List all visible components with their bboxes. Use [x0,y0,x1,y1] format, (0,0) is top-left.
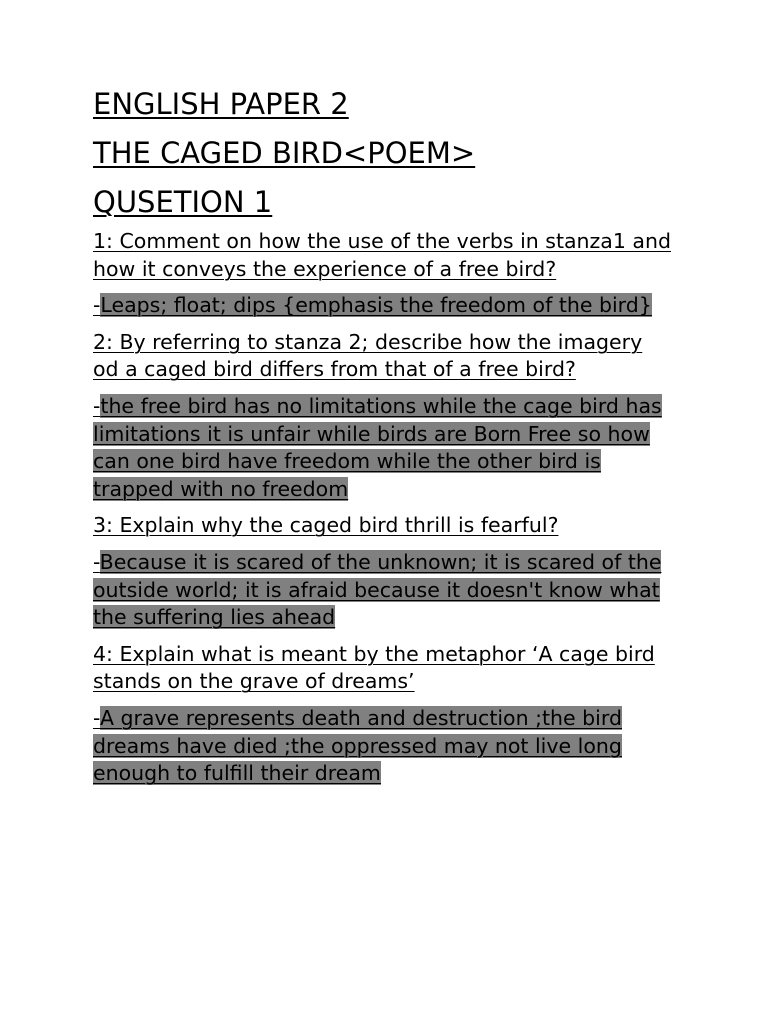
answer-2-highlight: the free bird has no limitations while the cage bird has limitations it is unfair while birds are Born Free so how can one bird have freedom while the other bird is trapped with no freedom [93,393,662,501]
answer-2-dash: - [93,393,101,418]
answer-4-highlight: A grave represents death and destruction ;the bird dreams have died ;the oppressed may not live long enough to fulfill their dream [93,705,622,786]
answer-3-highlight: Because it is scared of the unknown; it is scared of the outside world; it is afraid because it doesn't know what the suffering lies ahead [93,549,662,630]
answer-1 [93,292,673,320]
poem-title: THE CAGED BIRD<POEM> [93,136,476,170]
question-2: 2: By referring to stanza 2; describe how the imagery od a caged bird differs from that of a free bird? [93,329,643,382]
answer-4 [93,705,673,788]
answer-4-dash: - [93,705,100,730]
question-4: 4: Explain what is meant by the metaphor ‘A cage bird stands on the grave of dreams’ [93,641,655,694]
question-heading: QUSETION 1 [93,185,273,219]
answer-3 [93,549,673,632]
question-3: 3: Explain why the caged bird thrill is fearful? [93,513,559,538]
paper-title: ENGLISH PAPER 2 [93,87,349,121]
answer-3-dash: - [93,549,100,574]
answer-1-dash: - [93,293,101,318]
answer-2 [93,393,673,503]
document-body [93,86,673,797]
question-1: 1: Comment on how the use of the verbs in stanza1 and how it conveys the experience of a free bird? [93,229,671,281]
answer-1-highlight: Leaps; float; dips {emphasis the freedom of the bird} [100,293,652,318]
